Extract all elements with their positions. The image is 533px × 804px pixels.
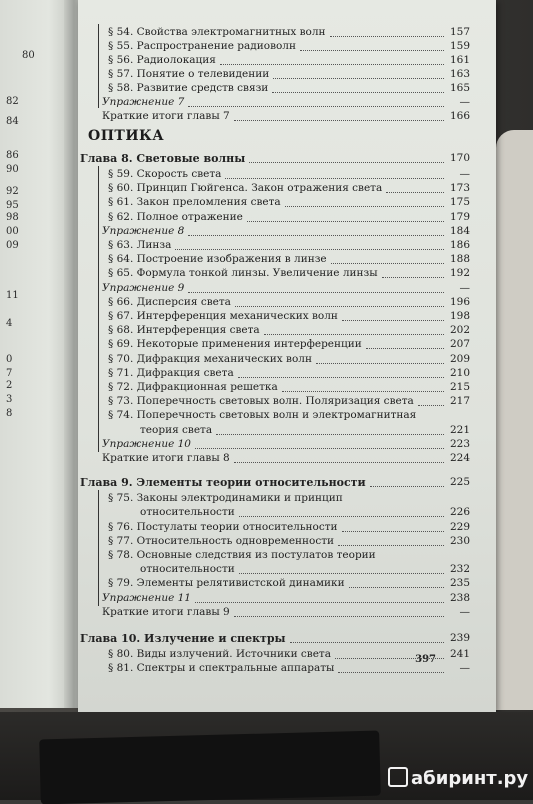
toc-entry-text: теория света [140, 423, 213, 436]
toc-entry [78, 367, 496, 381]
dot-leader [235, 296, 444, 307]
left-page-number: 90 [6, 164, 19, 175]
toc-entry-page: 196 [449, 295, 470, 308]
dot-leader [418, 395, 444, 406]
toc-entry [78, 26, 496, 40]
toc-entry-page: 165 [449, 82, 470, 94]
left-page-number: 92 [6, 186, 19, 197]
toc-entry [78, 225, 496, 239]
toc-entry-page: 188 [449, 253, 470, 266]
toc-vertical-rule [98, 24, 99, 108]
toc-entry-page: 221 [449, 423, 470, 436]
dot-leader [225, 168, 444, 179]
chapter-heading [78, 476, 496, 490]
left-page-number: 4 [6, 318, 13, 329]
dot-leader [264, 324, 444, 335]
toc-entry-text: Упражнение 7 [102, 96, 185, 108]
toc-entry [78, 96, 496, 110]
toc-entry-text: § 70. Дифракция механических волн [108, 352, 312, 365]
toc-entry-page: — [459, 96, 470, 108]
toc-entry-page: 225 [449, 476, 470, 489]
toc-entry-text: § 72. Дифракционная решетка [108, 381, 278, 393]
toc-entry-page: 210 [449, 366, 470, 379]
toc-entry-text: Краткие итоги главы 8 [102, 452, 230, 464]
toc-entry-text: Краткие итоги главы 7 [102, 110, 230, 122]
toc-entry-page: 166 [449, 110, 470, 122]
toc-entry [78, 549, 496, 563]
dot-leader [239, 563, 444, 574]
toc-entry [78, 395, 496, 409]
toc-entry-page: 229 [449, 520, 470, 533]
toc-entry-page: 186 [449, 239, 470, 251]
toc-entry [78, 648, 496, 662]
page-number: 397 [415, 654, 436, 665]
toc-entry-text: § 76. Постулаты теории относительности [108, 520, 338, 533]
toc-entry-page: 224 [449, 452, 470, 464]
dot-leader [342, 521, 444, 532]
toc-entry-text: § 77. Относительность одновременности [108, 534, 335, 547]
toc-entry [78, 182, 496, 196]
left-page-number: 09 [6, 240, 19, 251]
dot-leader [216, 424, 444, 435]
toc-entry [78, 353, 496, 367]
left-page-number: 84 [6, 116, 19, 127]
toc-entry-page: 173 [449, 182, 470, 195]
toc-entry [78, 424, 496, 438]
toc-entry-text: § 61. Закон преломления света [108, 196, 281, 209]
toc-entry [78, 168, 496, 182]
toc-entry-text: § 66. Дисперсия света [108, 295, 231, 308]
toc-entry-page: — [459, 605, 470, 618]
toc-entry [78, 54, 496, 68]
toc-entry-text: относительности [140, 506, 235, 519]
toc-vertical-rule [98, 490, 99, 606]
toc-entry-page: 209 [449, 352, 470, 365]
dot-leader [234, 110, 444, 121]
toc-entry-page: 202 [449, 324, 470, 337]
toc-entry [78, 409, 496, 423]
left-page-number: 80 [22, 50, 35, 61]
left-page-number: 11 [6, 290, 19, 301]
toc-entry-text: § 57. Понятие о телевидении [108, 68, 270, 80]
toc-entry-text: § 60. Принцип Гюйгенса. Закон отражения света [108, 182, 383, 195]
left-page [0, 0, 70, 708]
toc-entry [78, 40, 496, 54]
toc-entry-text: относительности [140, 563, 235, 576]
toc-entry-text: Краткие итоги главы 9 [102, 605, 230, 618]
toc-entry [78, 211, 496, 225]
toc-entry-page: 163 [449, 68, 470, 80]
toc-entry-text: § 79. Элементы релятивистской динамики [108, 577, 345, 590]
toc-entry [78, 506, 496, 520]
dot-leader [366, 338, 444, 349]
toc-entry-text: § 74. Поперечность световых волн и электромагнитная [108, 409, 417, 422]
left-page-number: 98 [6, 212, 19, 223]
toc-entry-page: 192 [449, 267, 470, 280]
toc-entry-page: — [459, 662, 470, 675]
toc-entry-text: Упражнение 9 [102, 281, 185, 294]
toc-entry-text: § 78. Основные следствия из постулатов теории [108, 549, 376, 561]
left-page-number: 3 [6, 394, 13, 405]
dot-leader [188, 282, 444, 293]
toc-entry-page: 232 [449, 563, 470, 576]
toc-entry-text: Глава 8. Световые волны [80, 152, 246, 165]
toc-entry-page: 239 [449, 632, 470, 644]
toc-entry-text: § 59. Скорость света [108, 168, 222, 180]
toc-entry-text: § 81. Спектры и спектральные аппараты [108, 662, 335, 675]
toc-entry-page: 198 [449, 310, 470, 322]
toc-entry-text: § 75. Законы электродинамики и принцип [108, 492, 343, 505]
black-object [39, 731, 381, 804]
toc-entry-text: § 55. Распространение радиоволн [108, 40, 296, 52]
dot-leader [220, 54, 444, 65]
toc-entry-page: 161 [449, 54, 470, 66]
toc-entry [78, 452, 496, 466]
labirint-logo-icon [388, 767, 408, 787]
dot-leader [239, 506, 444, 517]
left-page-number: 86 [6, 150, 19, 161]
dot-leader [238, 367, 444, 378]
toc-entry [78, 296, 496, 310]
toc-entry-page: 159 [449, 40, 470, 52]
toc-entry [78, 438, 496, 452]
dot-leader [290, 632, 444, 643]
toc-entry [78, 338, 496, 352]
toc-entry-page: 217 [449, 395, 470, 408]
toc-entry-page: 179 [449, 210, 470, 223]
dot-leader [249, 152, 444, 163]
dot-leader [349, 577, 444, 588]
toc-entry-page: 215 [449, 381, 470, 393]
toc-entry-text: § 63. Линза [108, 239, 172, 251]
toc-entry-text: § 80. Виды излучений. Источники света [108, 648, 331, 660]
toc-entry [78, 606, 496, 620]
left-page-number: 8 [6, 408, 13, 419]
toc-entry-text: § 67. Интерференция механических волн [108, 310, 338, 322]
dot-leader [273, 68, 444, 79]
left-page-number: 0 [6, 354, 13, 365]
toc-entry [78, 267, 496, 281]
toc-entry-text: § 58. Развитие средств связи [108, 82, 269, 94]
left-page-number: 95 [6, 200, 19, 211]
dot-leader [272, 82, 444, 93]
toc-entry-page: 235 [449, 577, 470, 590]
toc-entry-text: Упражнение 10 [102, 437, 191, 450]
toc-entry-page: — [459, 281, 470, 294]
toc-entry-text: § 65. Формула тонкой линзы. Увеличение линзы [108, 267, 378, 280]
toc-entry-page: 170 [449, 152, 470, 164]
dot-leader [234, 452, 444, 463]
toc-entry-page: 157 [449, 26, 470, 38]
left-page-number: 7 [6, 368, 13, 379]
toc-vertical-rule [98, 166, 99, 452]
toc-entry-text: § 68. Интерференция света [108, 324, 260, 337]
toc-entry-text: Упражнение 8 [102, 224, 185, 237]
toc-entry-page: 230 [449, 534, 470, 547]
chapter-heading [78, 632, 496, 646]
dot-leader [300, 40, 444, 51]
dot-leader [342, 310, 444, 321]
dot-leader [234, 606, 444, 617]
toc-entry [78, 577, 496, 591]
toc-entry-page: 175 [449, 196, 470, 209]
chapter-heading [78, 152, 496, 166]
dot-leader [188, 96, 444, 107]
toc-entry [78, 592, 496, 606]
dot-leader [285, 196, 444, 207]
toc-entry-text: Глава 10. Излучение и спектры [80, 632, 286, 645]
left-page-number: 00 [6, 226, 19, 237]
section-title: ОПТИКА [88, 128, 165, 144]
dot-leader [282, 381, 444, 392]
dot-leader [316, 353, 444, 364]
toc-entry-page: 184 [449, 224, 470, 237]
toc-entry-page: 226 [449, 506, 470, 519]
toc-entry-page: 238 [449, 591, 470, 604]
dot-leader [338, 662, 444, 673]
dot-leader [195, 438, 444, 449]
toc-entry-text: § 71. Дифракция света [108, 366, 234, 379]
toc-entry-text: § 62. Полное отражение [108, 210, 243, 223]
toc-entry [78, 282, 496, 296]
toc-entry [78, 253, 496, 267]
toc-entry [78, 310, 496, 324]
watermark [388, 768, 528, 789]
toc-entry [78, 492, 496, 506]
toc-entry [78, 110, 496, 124]
toc-entry-page: 207 [449, 338, 470, 351]
dot-leader [386, 182, 444, 193]
dot-leader [188, 225, 444, 236]
dot-leader [382, 267, 444, 278]
dot-leader [195, 592, 444, 603]
dot-leader [370, 476, 444, 487]
toc-entry [78, 662, 496, 676]
toc-entry-text: § 54. Свойства электромагнитных волн [108, 26, 326, 38]
toc-entry [78, 381, 496, 395]
left-page-number: 2 [6, 380, 13, 391]
dot-leader [335, 648, 444, 659]
left-page-number: 82 [6, 96, 19, 107]
toc-entry-page: — [459, 168, 470, 180]
toc-entry [78, 68, 496, 82]
dot-leader [338, 535, 444, 546]
toc-entry [78, 196, 496, 210]
toc-entry-text: § 64. Построение изображения в линзе [108, 253, 327, 266]
toc-entry [78, 324, 496, 338]
toc-entry [78, 521, 496, 535]
right-background-object [496, 130, 533, 710]
toc-entry-text: § 73. Поперечность световых волн. Поляризация света [108, 395, 414, 408]
toc-entry-text: § 56. Радиолокация [108, 54, 216, 66]
dot-leader [175, 239, 444, 250]
toc-entry-text: Упражнение 11 [102, 591, 191, 604]
toc-entry [78, 239, 496, 253]
toc-entry-page: 223 [449, 437, 470, 450]
dot-leader [331, 253, 444, 264]
toc-entry-page: 241 [449, 648, 470, 660]
toc-entry [78, 535, 496, 549]
toc-entry [78, 82, 496, 96]
right-page [78, 0, 496, 712]
toc-entry [78, 563, 496, 577]
toc-entry-text: Глава 9. Элементы теории относительности [80, 476, 366, 490]
watermark-text: абиринт.ру [411, 768, 529, 789]
dot-leader [330, 26, 444, 37]
toc-entry-text: § 69. Некоторые применения интерференции [108, 338, 362, 351]
dot-leader [247, 211, 444, 222]
